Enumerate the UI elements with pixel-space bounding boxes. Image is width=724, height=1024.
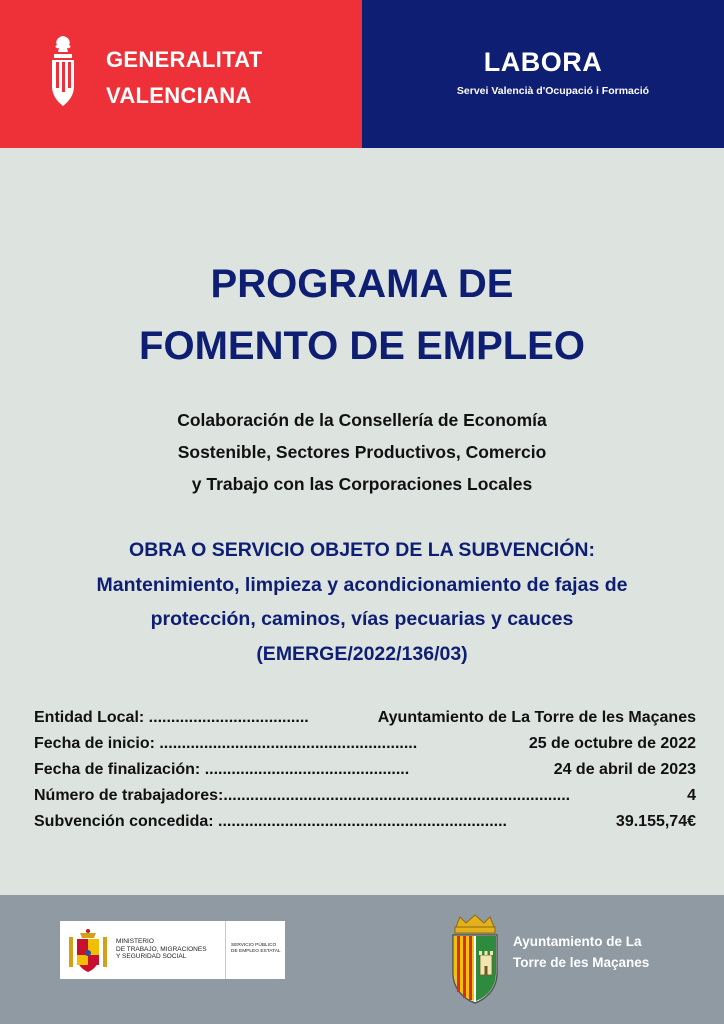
title-line2: FOMENTO DE EMPLEO <box>139 324 585 368</box>
page-title <box>0 253 724 377</box>
detail-value: 39.155,74€ <box>615 813 696 830</box>
detail-label: Fecha de inicio: .......................................................... <box>34 735 418 752</box>
detail-row-subvencion <box>34 809 696 835</box>
detail-value: 25 de octubre de 2022 <box>528 735 696 752</box>
details-list <box>34 705 696 835</box>
logo-divider <box>225 921 226 979</box>
spain-coat-of-arms-icon <box>66 927 110 973</box>
ministry-logo <box>60 921 285 979</box>
ayuntamiento-shield-icon <box>448 913 502 1005</box>
generalitat-emblem-icon <box>48 34 78 108</box>
collaboration-line1: Colaboración de la Consellería de Economía <box>177 410 547 430</box>
detail-value: Ayuntamiento de La Torre de les Maçanes <box>377 709 696 726</box>
title-line1: PROGRAMA DE <box>210 262 514 306</box>
obra-heading: OBRA O SERVICIO OBJETO DE LA SUBVENCIÓN: <box>129 539 595 561</box>
detail-row-fecha-fin <box>34 757 696 783</box>
detail-label: Entidad Local: .................................... <box>34 709 309 726</box>
collaboration-line2: Sostenible, Sectores Productivos, Comercio <box>177 442 547 462</box>
ayuntamiento-name <box>513 931 649 973</box>
ayuntamiento-line2: Torre de les Maçanes <box>513 955 650 970</box>
detail-row-trabajadores <box>34 783 696 809</box>
generalitat-line1: GENERALITAT <box>106 47 263 72</box>
generalitat-title <box>106 42 262 114</box>
sepe-name <box>231 943 281 955</box>
ministry-line3: Y SEGURIDAD SOCIAL <box>116 953 187 960</box>
detail-label: Número de trabajadores:.............................................................................. <box>34 787 571 804</box>
detail-value: 24 de abril de 2023 <box>553 761 696 778</box>
sepe-line1: SERVICIO PÚBLICO <box>231 943 277 948</box>
obra-line2: Mantenimiento, limpieza y acondicionamiento de fajas de <box>96 573 628 596</box>
obra-code: (EMERGE/2022/136/03) <box>256 642 468 665</box>
labora-title: LABORA <box>483 47 603 77</box>
generalitat-line2: VALENCIANA <box>106 83 252 108</box>
ayuntamiento-line1: Ayuntamiento de La <box>513 934 642 949</box>
footer-band <box>0 895 724 1024</box>
labora-panel <box>362 0 724 148</box>
collaboration-line3: y Trabajo con las Corporaciones Locales <box>191 474 533 494</box>
obra-section <box>0 533 724 671</box>
collaboration-text <box>0 404 724 500</box>
ministry-name <box>116 938 207 961</box>
sepe-line2: DE EMPLEO ESTATAL <box>231 949 281 954</box>
detail-row-fecha-inicio <box>34 731 696 757</box>
labora-subtitle: Servei Valencià d'Ocupació i Formació <box>456 85 650 97</box>
detail-row-entidad <box>34 705 696 731</box>
header-banner <box>0 0 724 148</box>
generalitat-panel <box>0 0 362 148</box>
detail-label: Fecha de finalización: .............................................. <box>34 761 410 778</box>
ministry-line1: MINISTERIO <box>116 938 154 945</box>
detail-value: 4 <box>687 787 696 804</box>
detail-label: Subvención concedida: ................................................................. <box>34 813 507 830</box>
ministry-line2: DE TRABAJO, MIGRACIONES <box>116 945 207 953</box>
obra-line3: protección, caminos, vías pecuarias y cauces <box>150 608 574 630</box>
